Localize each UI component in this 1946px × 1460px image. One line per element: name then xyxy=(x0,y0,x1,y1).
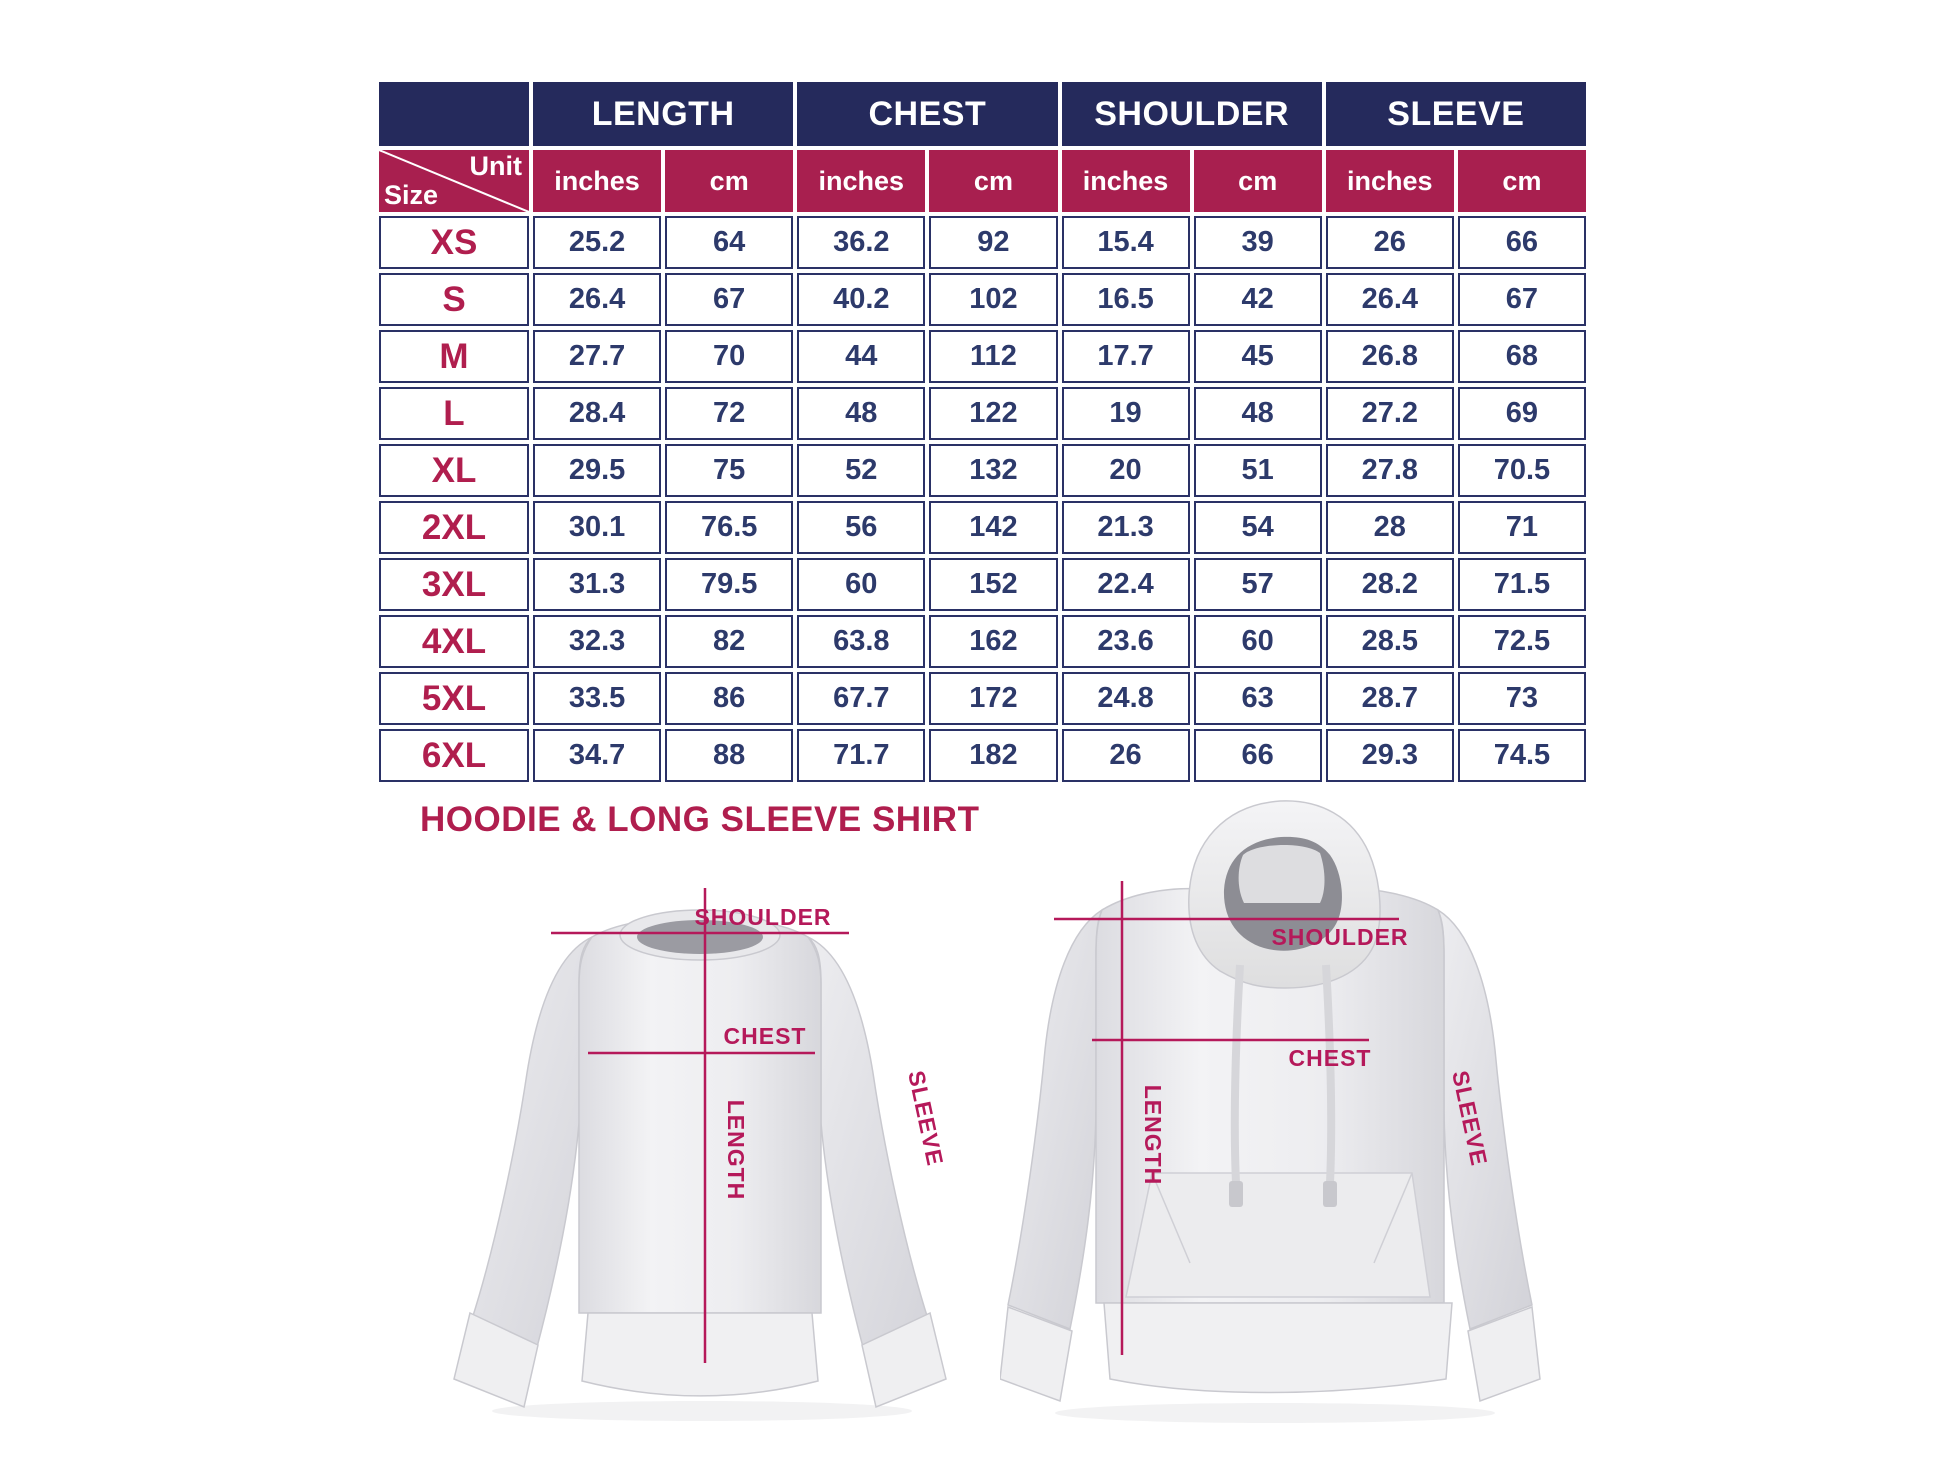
unit-header-row xyxy=(379,150,1586,212)
measurement-value: 122 xyxy=(929,387,1057,440)
measurement-value: 28.4 xyxy=(533,387,661,440)
measurement-value: 69 xyxy=(1458,387,1586,440)
measurement-value: 17.7 xyxy=(1062,330,1190,383)
shirt-sleeve-label: SLEEVE xyxy=(903,1068,949,1169)
measurement-value: 54 xyxy=(1194,501,1322,554)
measurement-value: 28.5 xyxy=(1326,615,1454,668)
measurement-value: 67.7 xyxy=(797,672,925,725)
shirt-shadow xyxy=(492,1401,912,1421)
measurement-value: 24.8 xyxy=(1062,672,1190,725)
measurement-value: 57 xyxy=(1194,558,1322,611)
measurement-value: 82 xyxy=(665,615,793,668)
hoodie-right-aglet xyxy=(1323,1181,1337,1207)
column-group-header: SLEEVE xyxy=(1326,82,1586,146)
size-label: 4XL xyxy=(379,615,529,668)
measurement-value: 29.3 xyxy=(1326,729,1454,782)
measurement-value: 71.5 xyxy=(1458,558,1586,611)
unit-header: cm xyxy=(665,150,793,212)
size-label: 2XL xyxy=(379,501,529,554)
size-label: S xyxy=(379,273,529,326)
shirt-length-label: LENGTH xyxy=(723,1099,749,1201)
hoodie-left-sleeve xyxy=(1008,910,1102,1329)
shirt-left-sleeve xyxy=(472,937,592,1351)
measurement-value: 48 xyxy=(1194,387,1322,440)
size-label: 3XL xyxy=(379,558,529,611)
measurement-value: 40.2 xyxy=(797,273,925,326)
size-row xyxy=(379,387,1586,440)
measurement-value: 27.2 xyxy=(1326,387,1454,440)
size-label: 5XL xyxy=(379,672,529,725)
measurement-value: 31.3 xyxy=(533,558,661,611)
long-sleeve-shirt-diagram xyxy=(440,855,1000,1435)
measurement-value: 26.8 xyxy=(1326,330,1454,383)
measurement-value: 26 xyxy=(1326,216,1454,269)
size-label: 6XL xyxy=(379,729,529,782)
measurement-value: 20 xyxy=(1062,444,1190,497)
shirt-body xyxy=(579,917,821,1313)
measurement-value: 42 xyxy=(1194,273,1322,326)
measurement-value: 79.5 xyxy=(665,558,793,611)
measurement-value: 70 xyxy=(665,330,793,383)
corner-unit-label: Unit xyxy=(469,151,522,181)
measurement-value: 63 xyxy=(1194,672,1322,725)
diagram-title: HOODIE & LONG SLEEVE SHIRT xyxy=(420,800,980,839)
measurement-value: 52 xyxy=(797,444,925,497)
measurement-value: 19 xyxy=(1062,387,1190,440)
measurement-value: 88 xyxy=(665,729,793,782)
hoodie-pocket xyxy=(1126,1173,1430,1297)
hoodie-left-aglet xyxy=(1229,1181,1243,1207)
shirt-hem-band xyxy=(582,1313,818,1396)
measurement-value: 102 xyxy=(929,273,1057,326)
group-header-row xyxy=(379,82,1586,146)
size-label: XS xyxy=(379,216,529,269)
measurement-value: 112 xyxy=(929,330,1057,383)
measurement-value: 60 xyxy=(1194,615,1322,668)
hoodie-hem-band xyxy=(1104,1303,1452,1393)
measurement-value: 28 xyxy=(1326,501,1454,554)
measurement-value: 33.5 xyxy=(533,672,661,725)
measurement-value: 132 xyxy=(929,444,1057,497)
measurement-value: 29.5 xyxy=(533,444,661,497)
size-row xyxy=(379,501,1586,554)
unit-header: inches xyxy=(1062,150,1190,212)
size-label: M xyxy=(379,330,529,383)
size-row xyxy=(379,558,1586,611)
measurement-value: 32.3 xyxy=(533,615,661,668)
measurement-value: 76.5 xyxy=(665,501,793,554)
hoodie-shadow xyxy=(1055,1403,1495,1423)
measurement-value: 142 xyxy=(929,501,1057,554)
measurement-value: 39 xyxy=(1194,216,1322,269)
shirt-right-sleeve xyxy=(808,937,928,1351)
measurement-value: 15.4 xyxy=(1062,216,1190,269)
measurement-value: 16.5 xyxy=(1062,273,1190,326)
size-label: XL xyxy=(379,444,529,497)
measurement-value: 23.6 xyxy=(1062,615,1190,668)
hoodie-shoulder-label: SHOULDER xyxy=(1271,924,1409,950)
unit-header: cm xyxy=(929,150,1057,212)
measurement-value: 74.5 xyxy=(1458,729,1586,782)
measurement-value: 75 xyxy=(665,444,793,497)
size-row xyxy=(379,672,1586,725)
hoodie-sleeve-label: SLEEVE xyxy=(1447,1068,1493,1169)
size-row xyxy=(379,444,1586,497)
unit-header: cm xyxy=(1194,150,1322,212)
measurement-value: 86 xyxy=(665,672,793,725)
measurement-value: 71.7 xyxy=(797,729,925,782)
size-row xyxy=(379,273,1586,326)
hoodie-hood-inner-rib xyxy=(1239,845,1325,903)
measurement-value: 36.2 xyxy=(797,216,925,269)
measurement-value: 68 xyxy=(1458,330,1586,383)
corner-blank-cell xyxy=(379,82,529,146)
size-row xyxy=(379,615,1586,668)
size-row xyxy=(379,330,1586,383)
measurement-value: 66 xyxy=(1458,216,1586,269)
measurement-value: 92 xyxy=(929,216,1057,269)
corner-size-label: Size xyxy=(384,180,439,210)
measurement-value: 27.8 xyxy=(1326,444,1454,497)
measurement-value: 64 xyxy=(665,216,793,269)
unit-header: inches xyxy=(797,150,925,212)
measurement-value: 45 xyxy=(1194,330,1322,383)
measurement-value: 28.2 xyxy=(1326,558,1454,611)
measurement-value: 48 xyxy=(797,387,925,440)
measurement-value: 21.3 xyxy=(1062,501,1190,554)
measurement-value: 28.7 xyxy=(1326,672,1454,725)
measurement-value: 26 xyxy=(1062,729,1190,782)
unit-header: cm xyxy=(1458,150,1586,212)
hoodie-length-label: LENGTH xyxy=(1140,1084,1166,1186)
column-group-header: SHOULDER xyxy=(1062,82,1322,146)
measurement-value: 26.4 xyxy=(1326,273,1454,326)
measurement-value: 44 xyxy=(797,330,925,383)
measurement-value: 60 xyxy=(797,558,925,611)
shirt-chest-label: CHEST xyxy=(723,1023,807,1049)
unit-size-corner-cell xyxy=(379,150,529,212)
size-row xyxy=(379,729,1586,782)
measurement-value: 71 xyxy=(1458,501,1586,554)
measurement-value: 66 xyxy=(1194,729,1322,782)
measurement-value: 67 xyxy=(1458,273,1586,326)
hoodie-right-sleeve xyxy=(1438,910,1532,1329)
size-table xyxy=(375,78,1590,786)
measurement-value: 70.5 xyxy=(1458,444,1586,497)
size-label: L xyxy=(379,387,529,440)
measurement-value: 56 xyxy=(797,501,925,554)
measurement-value: 152 xyxy=(929,558,1057,611)
measurement-value: 63.8 xyxy=(797,615,925,668)
measurement-value: 72 xyxy=(665,387,793,440)
measurement-value: 73 xyxy=(1458,672,1586,725)
measurement-value: 25.2 xyxy=(533,216,661,269)
measurement-value: 26.4 xyxy=(533,273,661,326)
unit-header: inches xyxy=(1326,150,1454,212)
column-group-header: CHEST xyxy=(797,82,1057,146)
measurement-value: 30.1 xyxy=(533,501,661,554)
measurement-value: 51 xyxy=(1194,444,1322,497)
hoodie-diagram xyxy=(1000,795,1560,1440)
measurement-value: 182 xyxy=(929,729,1057,782)
size-table-body xyxy=(379,216,1586,782)
measurement-value: 72.5 xyxy=(1458,615,1586,668)
hoodie-chest-label: CHEST xyxy=(1288,1045,1372,1071)
measurement-value: 162 xyxy=(929,615,1057,668)
shirt-shoulder-label: SHOULDER xyxy=(694,904,832,930)
measurement-value: 67 xyxy=(665,273,793,326)
size-row xyxy=(379,216,1586,269)
measurement-value: 34.7 xyxy=(533,729,661,782)
measurement-value: 22.4 xyxy=(1062,558,1190,611)
unit-header: inches xyxy=(533,150,661,212)
column-group-header: LENGTH xyxy=(533,82,793,146)
measurement-value: 172 xyxy=(929,672,1057,725)
measurement-value: 27.7 xyxy=(533,330,661,383)
